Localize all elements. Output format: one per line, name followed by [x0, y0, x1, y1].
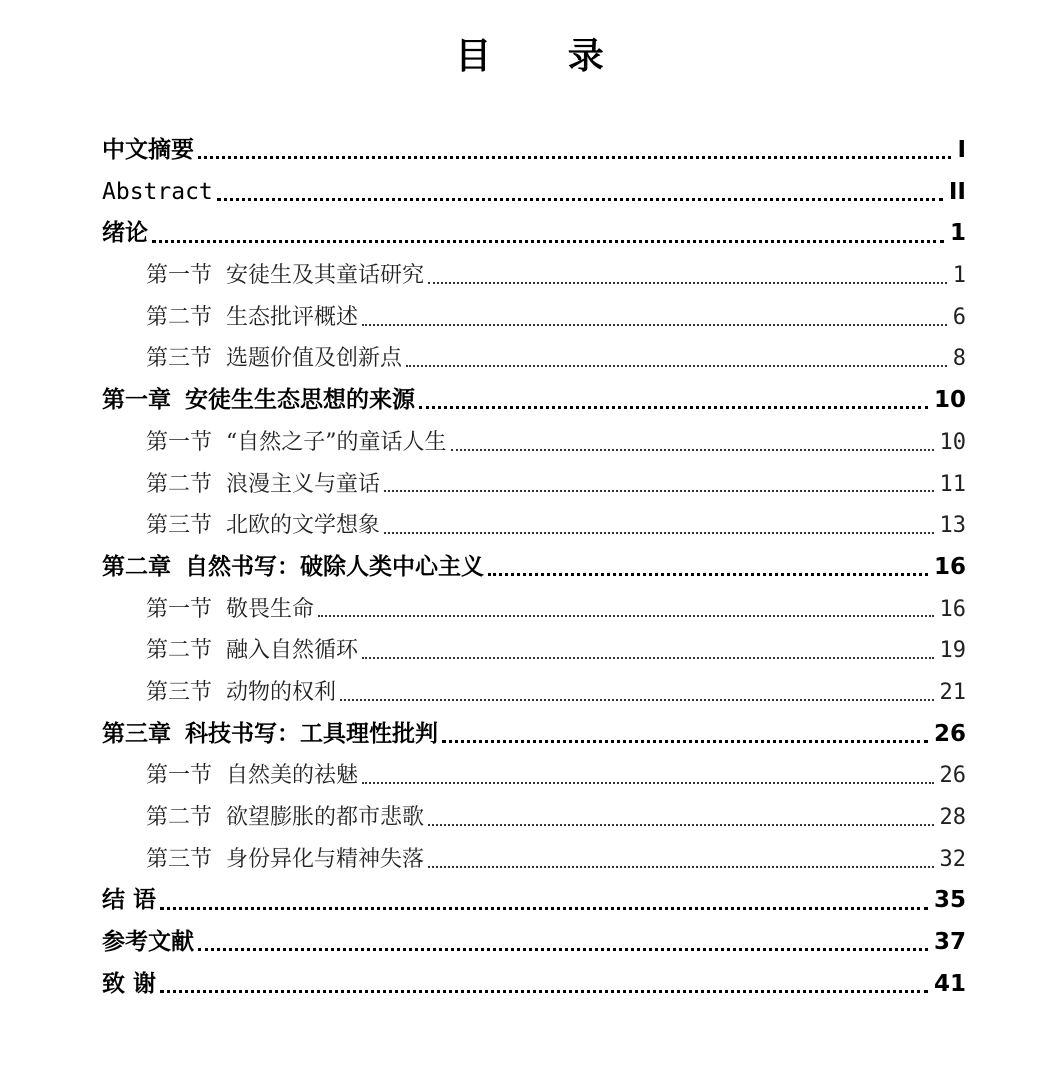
dot-leader	[406, 348, 947, 370]
dot-leader	[451, 432, 934, 454]
toc-entry-label	[146, 672, 340, 714]
toc-page-number: 16	[933, 553, 966, 580]
toc-entry-label	[146, 797, 428, 839]
toc-section-number: 第二章	[102, 553, 171, 580]
toc-section-entry[interactable]	[102, 839, 966, 881]
toc-section-number: 第三节	[146, 346, 213, 372]
dot-leader	[384, 515, 933, 537]
toc-chapter-entry[interactable]	[102, 964, 966, 1006]
dot-leader	[160, 973, 928, 996]
dot-leader	[442, 723, 928, 746]
toc-entry-label	[102, 922, 198, 964]
toc-page-number: 11	[939, 471, 966, 497]
toc-entry-title: 身份异化与精神失落	[226, 846, 425, 872]
toc-section-entry[interactable]	[102, 672, 966, 714]
toc-entry-label	[146, 589, 318, 631]
toc-entry-title: 中文摘要	[102, 137, 194, 163]
toc-entry-label	[146, 297, 362, 339]
toc-entry-label	[102, 547, 488, 589]
toc-entry-label	[102, 964, 160, 1006]
toc-section-number: 第二节	[146, 638, 213, 664]
toc-section-entry[interactable]	[102, 255, 966, 297]
toc-page-number: 8	[952, 346, 966, 372]
toc-page-number: 6	[952, 304, 966, 330]
toc-section-number: 第一节	[146, 429, 213, 455]
dot-leader	[198, 931, 928, 954]
toc-chapter-entry[interactable]	[102, 714, 966, 756]
toc-entry-title: 结 语	[102, 887, 157, 914]
toc-chapter-entry[interactable]	[102, 130, 966, 172]
toc-page-number: 26	[939, 763, 966, 789]
toc-section-entry[interactable]	[102, 797, 966, 839]
toc-chapter-entry[interactable]	[102, 880, 966, 922]
toc-page-number: 13	[939, 513, 966, 539]
toc-entry-label	[146, 255, 428, 297]
toc-entry-title: 绪论	[102, 220, 148, 247]
toc-entry-title: 安徒生生态思想的来源	[185, 387, 415, 414]
table-of-contents	[102, 130, 966, 1005]
dot-leader	[428, 807, 933, 829]
toc-section-number: 第三章	[102, 720, 171, 747]
toc-section-number: 第一节	[146, 763, 213, 789]
toc-entry-title: Abstract	[102, 178, 213, 205]
toc-section-entry[interactable]	[102, 464, 966, 506]
toc-entry-title: 选题价值及创新点	[226, 346, 403, 372]
toc-section-number: 第三节	[146, 846, 213, 872]
toc-section-entry[interactable]	[102, 422, 966, 464]
toc-entry-title: 自然美的祛魅	[226, 763, 359, 789]
dot-leader	[160, 890, 928, 913]
toc-section-entry[interactable]	[102, 505, 966, 547]
toc-page-number: 1	[949, 220, 966, 247]
dot-leader	[428, 265, 947, 287]
toc-entry-title: 参考文献	[102, 929, 194, 956]
page-title: 目 录	[455, 36, 636, 77]
toc-entry-title: 融入自然循环	[226, 638, 359, 664]
toc-page-number: 19	[939, 638, 966, 664]
toc-page-number: 32	[939, 846, 966, 872]
toc-entry-title: 安徒生及其童话研究	[226, 263, 425, 289]
toc-entry-label	[146, 422, 451, 464]
dot-leader	[488, 556, 928, 579]
toc-page-number: 21	[939, 679, 966, 705]
toc-page-number: 16	[939, 596, 966, 622]
toc-chapter-entry[interactable]	[102, 380, 966, 422]
dot-leader	[362, 307, 947, 329]
dot-leader	[428, 849, 933, 871]
toc-page-number: 10	[939, 429, 966, 455]
toc-section-number: 第二节	[146, 805, 213, 830]
toc-section-entry[interactable]	[102, 630, 966, 672]
toc-section-number: 第一章	[102, 387, 171, 414]
toc-entry-label	[146, 630, 362, 672]
toc-entry-label	[146, 755, 362, 797]
dot-leader	[340, 682, 933, 704]
toc-page-number: 1	[952, 263, 966, 289]
toc-entry-title: 动物的权利	[226, 679, 337, 705]
toc-entry-title: 生态批评概述	[226, 304, 359, 330]
toc-entry-label	[146, 338, 406, 380]
toc-page-number: 35	[933, 887, 966, 914]
toc-entry-title: 欲望膨胀的都市悲歌	[226, 805, 425, 830]
dot-leader	[198, 139, 951, 162]
toc-section-number: 第三节	[146, 513, 213, 539]
toc-entry-title: 敬畏生命	[226, 596, 315, 622]
toc-entry-label	[102, 130, 198, 172]
toc-entry-label	[146, 505, 384, 547]
toc-entry-title: “自然之子”的童话人生	[226, 429, 447, 455]
toc-page-number: 26	[933, 720, 966, 747]
toc-entry-label	[146, 839, 428, 881]
toc-chapter-entry[interactable]	[102, 213, 966, 255]
toc-chapter-entry[interactable]	[102, 172, 966, 214]
toc-entry-title: 科技书写：工具理性批判	[185, 720, 438, 747]
toc-page-number: 28	[939, 805, 966, 830]
toc-entry-label	[146, 464, 384, 506]
toc-section-number: 第一节	[146, 263, 213, 289]
toc-section-number: 第二节	[146, 471, 213, 497]
toc-page-number: 41	[933, 970, 966, 997]
toc-entry-title: 北欧的文学想象	[226, 513, 381, 539]
toc-entry-label	[102, 213, 152, 255]
toc-page-number: II	[948, 178, 966, 205]
toc-entry-label	[102, 172, 217, 214]
dot-leader	[362, 640, 933, 662]
toc-section-number: 第三节	[146, 679, 213, 705]
dot-leader	[217, 181, 943, 204]
toc-entry-label	[102, 880, 160, 922]
dot-leader	[384, 473, 933, 495]
toc-section-number: 第二节	[146, 304, 213, 330]
toc-entry-title: 自然书写：破除人类中心主义	[185, 553, 484, 580]
toc-section-entry[interactable]	[102, 338, 966, 380]
toc-page-number: I	[957, 137, 966, 163]
dot-leader	[419, 389, 928, 412]
toc-entry-label	[102, 714, 442, 756]
toc-section-entry[interactable]	[102, 755, 966, 797]
toc-chapter-entry[interactable]	[102, 922, 966, 964]
toc-entry-title: 浪漫主义与童话	[226, 471, 381, 497]
dot-leader	[152, 223, 944, 246]
toc-page-number: 10	[933, 387, 966, 414]
toc-section-entry[interactable]	[102, 589, 966, 631]
toc-section-number: 第一节	[146, 596, 213, 622]
toc-page-number: 37	[933, 929, 966, 956]
toc-entry-label	[102, 380, 419, 422]
toc-chapter-entry[interactable]	[102, 547, 966, 589]
dot-leader	[318, 598, 933, 620]
dot-leader	[362, 765, 933, 787]
toc-entry-title: 致 谢	[102, 970, 157, 997]
toc-section-entry[interactable]	[102, 297, 966, 339]
